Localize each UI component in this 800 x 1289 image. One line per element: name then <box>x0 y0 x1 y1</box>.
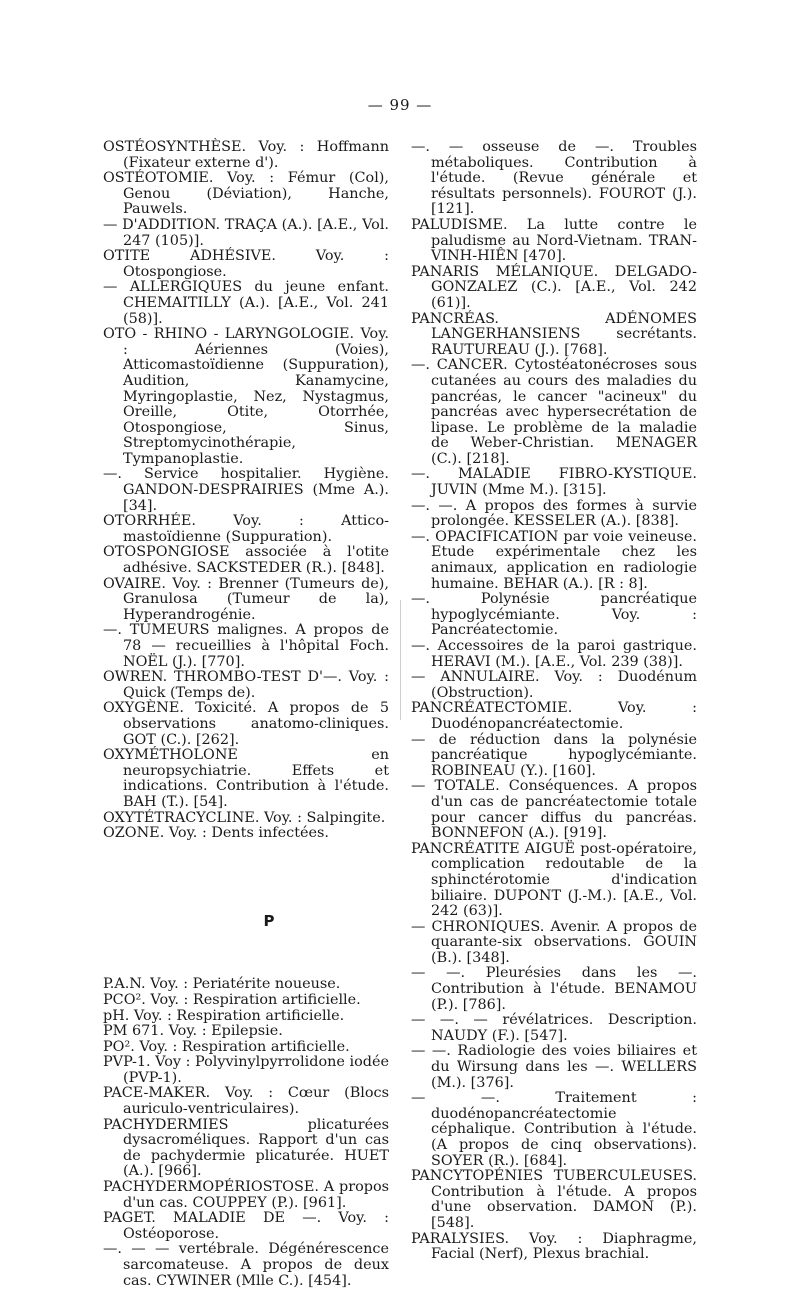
index-entry: — —. Traitement : duodénopancréatectomie céphalique. Contribution à l'étude. (A propos de cinq observations). SOYER (R.). [684]. <box>411 1090 697 1169</box>
index-entry: PO². Voy. : Respiration artificielle. <box>103 1038 350 1055</box>
index-entry: PANCYTOPÉNIES TUBERCULEUSES. Contribution à l'étude. A propos d'une observation. DAMON (P.). [548]. <box>411 1168 697 1231</box>
index-entry: OXYMÉTHOLONE en neuropsychiatrie. Effets et indications. Contribution à l'étude. BAH (T.). [54]. <box>103 747 389 810</box>
index-entry: — —. Radiologie des voies biliaires et du Wirsung dans les —. WELLERS (M.). [376]. <box>411 1043 697 1091</box>
index-entry: — de réduction dans la polynésie pancréatique hypoglycémiante. ROBINEAU (Y.). [160]. <box>411 731 697 779</box>
index-entry: PANARIS MÉLANIQUE. DELGADO-GONZALEZ (C.). [A.E., Vol. 242 (61)]. <box>411 263 697 311</box>
index-entry: OSTÉOTOMIE. Voy. : Fémur (Col), Genou (Déviation), Hanche, Pauwels. <box>103 170 389 218</box>
index-entry: OTO - RHINO - LARYNGOLOGIE. Voy. : Aériennes (Voies), Atticomastoïdienne (Suppuration), Audition, Kanamycine, Myringoplastie, Nez, Nystagmus, Oreille, Otite, Otorrhée, Otospongiose, Sinus, Streptomycinothérapie, Tympanoplastie. <box>103 326 389 467</box>
index-entry: OVAIRE. Voy. : Brenner (Tumeurs de), Granulosa (Tumeur de la), Hyperandrogénie. <box>103 575 389 623</box>
index-entry: — CHRONIQUES. Avenir. A propos de quarante-six observations. GOUIN (B.). [348]. <box>411 918 697 966</box>
index-entry: —. Service hospitalier. Hygiène. GANDON-DESPRAIRIES (Mme A.). [34]. <box>103 466 389 514</box>
index-entry: pH. Voy. : Respiration artificielle. <box>103 1007 345 1024</box>
index-entry: —. Accessoires de la paroi gastrique. HERAVI (M.). [A.E., Vol. 239 (38)]. <box>411 638 697 670</box>
index-entry: PACE-MAKER. Voy. : Cœur (Blocs auriculo-ventriculaires). <box>103 1085 389 1118</box>
index-entry: — D'ADDITION. TRAÇA (A.). [A.E., Vol. 247 (105)]. <box>103 216 389 249</box>
index-entry: PAGET. MALADIE DE —. Voy. : Ostéoporose. <box>103 1210 389 1242</box>
column-divider <box>400 600 401 720</box>
index-entry: PANCRÉAS. ADÉNOMES LANGERHANSIENS secrétants. RAUTUREAU (J.). [768]. <box>411 310 697 358</box>
index-entry: OSTÉOSYNTHÈSE. Voy. : Hoffmann (Fixateur externe d'). <box>103 139 389 171</box>
index-entry: PANCRÉATITE AIGUË post-opératoire, complication redoutable de la sphinctérotomie d'indication biliaire. DUPONT (J.-M.). [A.E., Vol. 242 (63)]. <box>411 840 697 920</box>
left-entries-bottom <box>103 977 389 1289</box>
index-entry: —. OPACIFICATION par voie veineuse. Etude expérimentale chez les animaux, application en radiologie humaine. BEHAR (A.). [R : 8]. <box>411 528 697 592</box>
index-entry: — —. Pleurésies dans les —. Contribution à l'étude. BENAMOU (P.). [786]. <box>411 965 697 1013</box>
index-entry: OWREN. THROMBO-TEST D'—. Voy. : Quick (Temps de). <box>103 669 389 701</box>
index-entry: — —. — révélatrices. Description. NAUDY (F.). [547]. <box>411 1012 697 1044</box>
index-entry: — TOTALE. Conséquences. A propos d'un cas de pancréatectomie totale pour cancer diffus du pancréas. BONNEFON (A.). [919]. <box>411 778 697 842</box>
index-entry: OZONE. Voy. : Dents infectées. <box>103 825 329 842</box>
index-entry: —. —. A propos des formes à survie prolongée. KESSELER (A.). [838]. <box>411 497 697 530</box>
index-entry: OTOSPONGIOSE associée à l'otite adhésive. SACKSTEDER (R.). [848]. <box>103 544 389 577</box>
index-entry: PM 671. Voy. : Epilepsie. <box>103 1023 283 1040</box>
index-entry: OXYGÈNE. Toxicité. A propos de 5 observations anatomo-cliniques. GOT (C.). [262]. <box>103 700 389 748</box>
index-entry: —. — — vertébrale. Dégénérescence sarcomateuse. A propos de deux cas. CYWINER (Mlle C.). [454]. <box>103 1241 389 1289</box>
index-entry: OXYTÉTRACYCLINE. Voy. : Salpingite. <box>103 809 386 826</box>
index-entry: PACHYDERMOPÉRIOSTOSE. A propos d'un cas. COUPPEY (P.). [961]. <box>103 1179 389 1211</box>
index-entry: —. — osseuse de —. Troubles métaboliques. Contribution à l'étude. (Revue générale et résultats personnels). FOUROT (J.). [121]. <box>411 139 697 218</box>
index-entry: —. TUMEURS malignes. A propos de 78 — recueillies à l'hôpital Foch. NOËL (J.). [770]. <box>103 622 389 670</box>
index-entry: PVP-1. Voy : Polyvinylpyrrolidone iodée (PVP-1). <box>103 1054 389 1086</box>
page-number: — 99 — <box>367 96 433 114</box>
right-column <box>411 140 697 1263</box>
index-entry: —. MALADIE FIBRO-KYSTIQUE. JUVIN (Mme M.). [315]. <box>411 466 697 499</box>
index-entry: PALUDISME. La lutte contre le paludisme au Nord-Vietnam. TRAN-VINH-HIÊN [470]. <box>411 216 697 265</box>
index-entry: —. Polynésie pancréatique hypoglycémiante. Voy. : Pancréatectomie. <box>411 591 697 639</box>
index-entry: — ANNULAIRE. Voy. : Duodénum (Obstruction). <box>411 669 697 701</box>
index-entry: PCO². Voy. : Respiration artificielle. <box>103 991 361 1008</box>
index-entry: —. CANCER. Cytostéatonécroses sous cutanées au cours des maladies du pancréas, le cancer "acineux" du pancréas avec hypersecrétation de lipase. Le problème de la maladie de Weber-Christian. MENAGER (C.). [218]. <box>411 357 697 467</box>
index-entry: — ALLERGIQUES du jeune enfant. CHEMAITILLY (A.). [A.E., Vol. 241 (58)]. <box>103 279 389 327</box>
index-entry: PACHYDERMIES plicaturées dysacroméliques. Rapport d'un cas de pachydermie plicaturée. HUET (A.). [966]. <box>103 1116 389 1180</box>
section-letter: P <box>263 911 275 930</box>
index-entry: P.A.N. Voy. : Periatérite noueuse. <box>103 976 341 993</box>
index-entry: PARALYSIES. Voy. : Diaphragme, Facial (Nerf), Plexus brachial. <box>411 1230 697 1263</box>
left-column <box>103 140 389 1289</box>
left-entries-top <box>103 140 389 842</box>
index-entry: OTITE ADHÉSIVE. Voy. : Otospongiose. <box>103 248 389 280</box>
index-entry: PANCRÉATECTOMIE. Voy. : Duodénopancréatectomie. <box>411 700 697 732</box>
index-entry: OTORRHÉE. Voy. : Attico-mastoïdienne (Suppuration). <box>103 513 389 545</box>
